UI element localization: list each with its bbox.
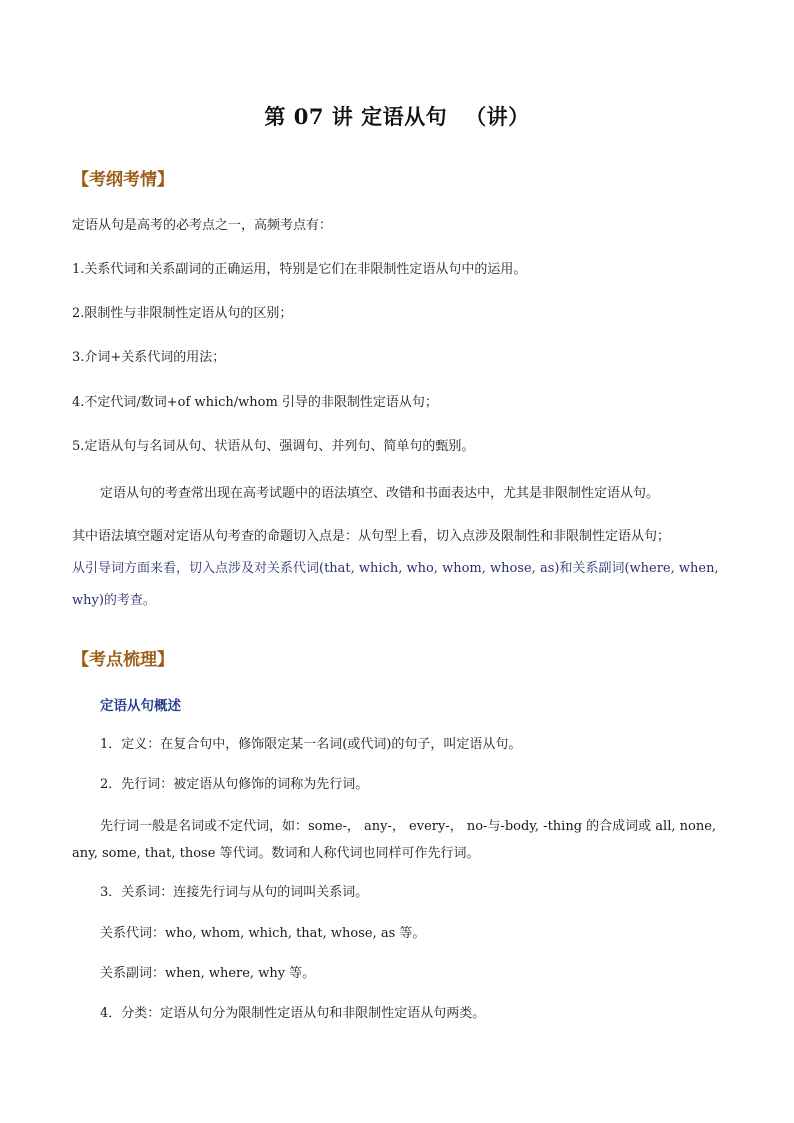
exam-paragraph-2-line-3: why)的考查。 bbox=[72, 593, 156, 608]
item-classification: 4．分类：定语从句分为限制性定语从句和非限制性定语从句两类。 bbox=[100, 1006, 486, 1021]
exam-point-2: 2.限制性与非限制性定语从句的区别； bbox=[72, 306, 293, 321]
exam-point-1: 1.关系代词和关系副词的正确运用，特别是它们在非限制性定语从句中的运用。 bbox=[72, 262, 527, 277]
intro-text: 定语从句是高考的必考点之一，高频考点有： bbox=[72, 218, 333, 233]
item-antecedent: 2．先行词：被定语从句修饰的词称为先行词。 bbox=[100, 777, 369, 792]
section-heading-exam-outline: 【考纲考情】 bbox=[72, 170, 174, 190]
antecedent-line-2: any, some, that, those 等代词。数词和人称代词也同样可作先行词。 bbox=[72, 846, 480, 861]
item-definition: 1．定义：在复合句中，修饰限定某一名词(或代词)的句子，叫定语从句。 bbox=[100, 737, 522, 752]
subheading-overview: 定语从句概述 bbox=[100, 698, 181, 714]
exam-point-3: 3.介词+关系代词的用法； bbox=[72, 350, 226, 365]
relative-adverbs: 关系副词：when, where, why 等。 bbox=[100, 966, 316, 981]
antecedent-line-1: 先行词一般是名词或不定代词，如：some-， any-， every-， no-与-body, -thing 的合成词或 all, none, bbox=[100, 819, 717, 834]
exam-paragraph-2-line-2: 从引导词方面来看，切入点涉及对关系代词(that, which, who, whom, whose, as)和关系副词(where, when, bbox=[72, 561, 719, 576]
page-title bbox=[0, 101, 794, 131]
exam-point-4: 4.不定代词/数词+of which/whom 引导的非限制性定语从句； bbox=[72, 395, 438, 410]
relative-pronouns: 关系代词：who, whom, which, that, whose, as 等。 bbox=[100, 926, 426, 941]
exam-point-5: 5.定语从句与名词从句、状语从句、强调句、并列句、简单句的甄别。 bbox=[72, 439, 475, 454]
exam-paragraph-1: 定语从句的考查常出现在高考试题中的语法填空、改错和书面表达中，尤其是非限制性定语从句。 bbox=[100, 486, 660, 501]
section-heading-key-points: 【考点梳理】 bbox=[72, 650, 174, 670]
page-title-main: 第 07 讲 定语从句 bbox=[264, 104, 448, 129]
item-relative-words: 3．关系词：连接先行词与从句的词叫关系词。 bbox=[100, 885, 369, 900]
page-title-suffix: （讲） bbox=[465, 104, 530, 129]
exam-paragraph-2-line-1: 其中语法填空题对定语从句考查的命题切入点是：从句型上看，切入点涉及限制性和非限制性定语从句； bbox=[72, 529, 671, 544]
